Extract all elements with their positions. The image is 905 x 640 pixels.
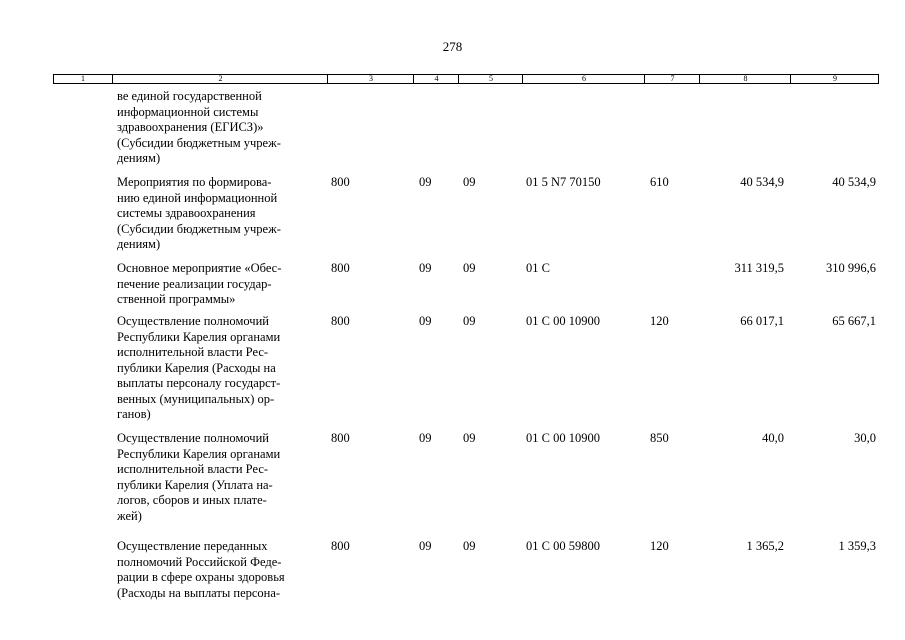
row-col-4: 09: [419, 431, 432, 445]
row-col-9: 30,0: [854, 431, 876, 445]
row-name: Осуществление полномочий Республики Карелия органами исполнительной власти Рес- публики Карелия (Расходы на выплаты персоналу государст- венных (муниципальных) ор- ганов): [117, 314, 281, 421]
row-col-5: 09: [463, 431, 476, 445]
row-name: Осуществление переданных полномочий Российской Феде- рации в сфере охраны здоровья (Расходы на выплаты персона-: [117, 539, 285, 600]
header-col-3: 3: [327, 75, 414, 83]
row-col-8: 66 017,1: [740, 314, 784, 328]
row-col-5: 09: [463, 314, 476, 328]
header-col-5: 5: [458, 75, 523, 83]
row-col-3: 800: [331, 314, 350, 328]
header-col-4: 4: [413, 75, 459, 83]
table-header-row: [53, 74, 879, 84]
header-col-7: 7: [644, 75, 700, 83]
row-col-8: 40,0: [762, 431, 784, 445]
row-name: Осуществление полномочий Республики Карелия органами исполнительной власти Рес- публики Карелия (Уплата на- логов, сборов и иных плате- жей): [117, 431, 281, 523]
row-name: Основное мероприятие «Обес- печение реализации государ- ственной программы»: [117, 261, 282, 306]
row-col-5: 09: [463, 175, 476, 189]
row-col-3: 800: [331, 261, 350, 275]
row-col-6: 01 5 N7 70150: [526, 175, 601, 189]
row-col-3: 800: [331, 539, 350, 553]
row-col-7: 120: [650, 539, 669, 553]
row-col-7: 850: [650, 431, 669, 445]
header-col-9: 9: [790, 75, 879, 83]
row-col-9: 1 359,3: [838, 539, 876, 553]
row-col-4: 09: [419, 539, 432, 553]
row-col-8: 1 365,2: [746, 539, 784, 553]
row-col-5: 09: [463, 539, 476, 553]
row-col-9: 65 667,1: [832, 314, 876, 328]
row-name: Мероприятия по формирова- нию единой информационной системы здравоохранения (Субсидии бюджетным учреж- дениям): [117, 175, 281, 251]
row-col-6: 01 С 00 10900: [526, 431, 600, 445]
header-col-1: 1: [81, 74, 85, 83]
row-col-5: 09: [463, 261, 476, 275]
row-col-7: 610: [650, 175, 669, 189]
row-col-6: 01 С: [526, 261, 550, 275]
row-col-8: 40 534,9: [740, 175, 784, 189]
row-name: ве единой государственной информационной системы здравоохранения (ЕГИСЗ)» (Субсидии бюджетным учреж- дениям): [117, 89, 281, 165]
page-number: 278: [442, 39, 463, 54]
row-col-7: 120: [650, 314, 669, 328]
row-col-4: 09: [419, 175, 432, 189]
header-col-8: 8: [699, 75, 791, 83]
row-col-8: 311 319,5: [734, 261, 784, 275]
row-col-3: 800: [331, 431, 350, 445]
row-col-4: 09: [419, 261, 432, 275]
row-col-6: 01 С 00 10900: [526, 314, 600, 328]
header-col-6: 6: [522, 75, 645, 83]
row-col-9: 310 996,6: [826, 261, 876, 275]
row-col-9: 40 534,9: [832, 175, 876, 189]
row-col-6: 01 С 00 59800: [526, 539, 600, 553]
row-col-4: 09: [419, 314, 432, 328]
row-col-3: 800: [331, 175, 350, 189]
header-col-2: 2: [112, 75, 328, 83]
